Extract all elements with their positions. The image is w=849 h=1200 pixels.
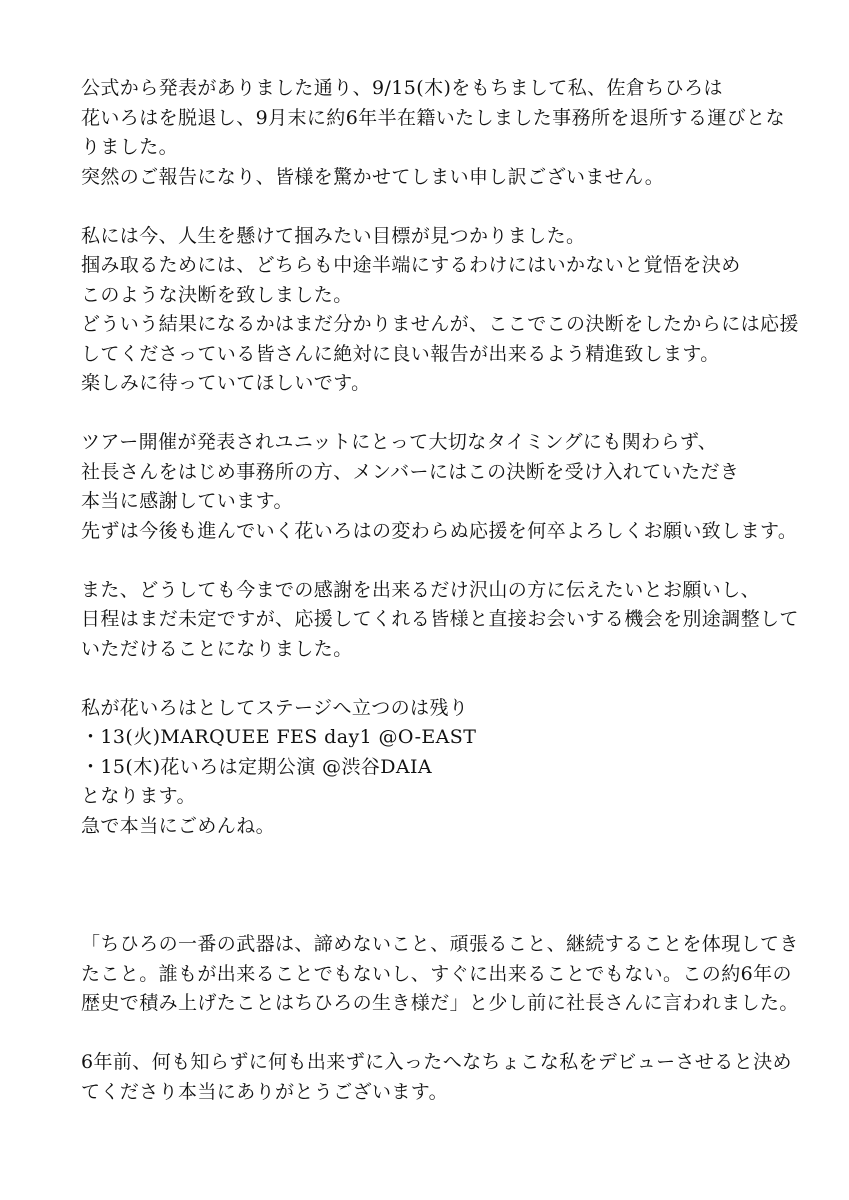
paragraph-meeting bbox=[81, 576, 799, 665]
text-line: また、どうしても今までの感謝を出来るだけ沢山の方に伝えたいとお願いし、 bbox=[81, 578, 761, 601]
text-line: 私には今、人生を懸けて掴みたい目標が見つかりました。 bbox=[81, 224, 586, 247]
letter-body bbox=[81, 74, 799, 1137]
text-line: 掴み取るためには、どちらも中途半端にするわけにはいかないと覚悟を決め bbox=[81, 254, 741, 276]
paragraph-thanks bbox=[81, 1048, 792, 1107]
text-line: いただけることになりました。 bbox=[81, 637, 353, 660]
text-line: りました。 bbox=[81, 136, 179, 158]
text-line: 本当に感謝しています。 bbox=[81, 490, 293, 512]
text-line: してくださっている皆さんに絶対に良い報告が出来るよう精進致します。 bbox=[81, 342, 720, 365]
text-line: 公式から発表がありました通り、9/15(木)をもちまして私、佐倉ちひろは bbox=[81, 77, 723, 99]
stage-list-item: ・15(木)花いろは定期公演 @渋谷DAIA bbox=[81, 755, 433, 778]
text-line: 6年前、何も知らずに何も出来ずに入ったへなちょこな私をデビューさせると決め bbox=[81, 1051, 792, 1073]
text-line: 私が花いろはとしてステージへ立つのは残り bbox=[81, 696, 469, 719]
text-line: 社長さんをはじめ事務所の方、メンバーにはこの決断を受け入れていただき bbox=[81, 460, 740, 483]
stage-list-item: ・13(火)MARQUEE FES day1 @O-EAST bbox=[81, 726, 477, 748]
paragraph-final-stages bbox=[81, 694, 781, 842]
text-line: 突然のご報告になり、皆様を驚かせてしまい申し訳ございません。 bbox=[81, 165, 665, 188]
text-line: 楽しみに待っていてほしいです。 bbox=[81, 372, 371, 394]
text-line: 花いろはを脱退し、9月末に約6年半在籍いたしました事務所を退所する運びとな bbox=[81, 106, 785, 129]
paragraph-gratitude bbox=[81, 428, 798, 546]
text-line: ツアー開催が発表されユニットにとって大切なタイミングにも関わらず、 bbox=[81, 431, 718, 453]
text-line: てくださり本当にありがとうございます。 bbox=[81, 1080, 449, 1103]
text-line: 先ずは今後も進んでいく花いろはの変わらぬ応援を何卒よろしくお願い致します。 bbox=[81, 519, 798, 542]
text-line: どういう結果になるかはまだ分かりませんが、ここでこの決断をしたからには応援 bbox=[81, 313, 799, 335]
text-line: となります。 bbox=[81, 785, 196, 807]
text-line: このような決断を致しました。 bbox=[81, 283, 353, 306]
text-line: 「ちひろの一番の武器は、諦めないこと、頑張ること、継続することを体現してき bbox=[81, 933, 799, 955]
paragraph-president-quote bbox=[81, 930, 799, 1019]
paragraph-goal bbox=[81, 222, 799, 399]
text-line: 歴史で積み上げたことはちひろの生き様だ」と少し前に社長さんに言われました。 bbox=[81, 992, 799, 1014]
text-line: 急で本当にごめんね。 bbox=[81, 814, 276, 837]
paragraph-announcement bbox=[81, 74, 785, 192]
text-line: たこと。誰もが出来ることでもないし、すぐに出来ることでもない。この約6年の bbox=[81, 962, 792, 985]
text-line: 日程はまだ未定ですが、応援してくれる皆様と直接お会いする機会を別途調整して bbox=[81, 608, 799, 630]
